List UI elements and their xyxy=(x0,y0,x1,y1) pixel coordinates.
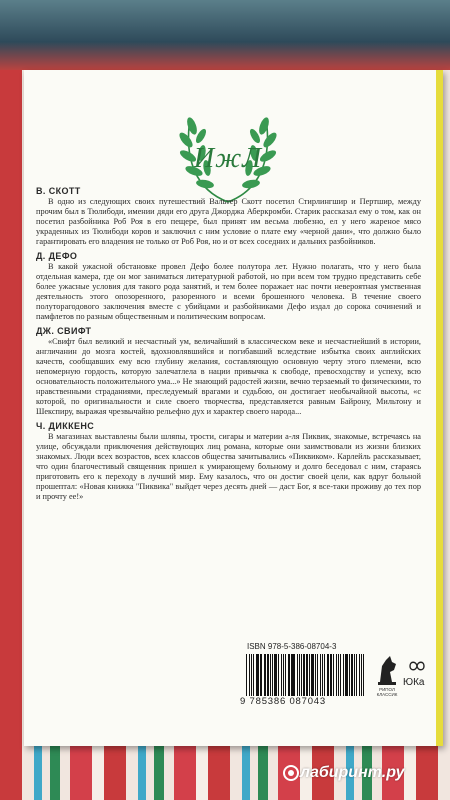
book-back-cover xyxy=(24,70,443,746)
barcode-bar xyxy=(311,654,313,696)
barcode-bar xyxy=(264,654,266,696)
barcode-bar xyxy=(278,654,279,696)
barcode-bar xyxy=(351,654,353,696)
barcode-bar xyxy=(359,654,361,696)
publisher-label-right: ЮКа xyxy=(403,677,425,688)
barcode-bar xyxy=(317,654,318,696)
author-heading-defoe: Д. ДЕФО xyxy=(36,251,78,261)
publisher-label-left: РИПОЛ КЛАССИК xyxy=(376,687,398,697)
barcode-bar xyxy=(288,654,290,696)
barcode-bar xyxy=(349,654,350,696)
barcode-bar xyxy=(253,654,254,696)
emblem-monogram: ИжЛ xyxy=(193,143,263,174)
knight-logo-icon xyxy=(374,652,400,686)
barcode-bar xyxy=(299,654,300,696)
barcode-bar xyxy=(322,654,323,696)
barcode-bar xyxy=(306,654,308,696)
author-heading-swift: ДЖ. СВИФТ xyxy=(36,326,92,336)
barcode-bar xyxy=(333,654,334,696)
barcode-bar xyxy=(301,654,302,696)
labirint-logo-icon xyxy=(282,764,300,782)
paragraph-scott: В одно из следующих своих путешествий Вальтер Скотт посетил Стирлингшир и Пертшир, между прочим был в Тюлибоди, имении дяди его друга Джорджа Аберкромби. Старик рассказал ему о том, как он посетил разбойника Роб Роя в его пещере, был принят им весьма любезно, ел у него жареное мясо украденных из Тюлибоди коров и заключил с ним условие о плате ему «черной дани», что должно было гарантировать его владения не только от Роб Роя, но и от всех соседних и дальних разбойников. xyxy=(36,197,421,246)
barcode-bar xyxy=(292,654,294,696)
barcode-bar xyxy=(330,654,332,696)
barcode-bar xyxy=(260,654,261,696)
barcode-bar xyxy=(283,654,284,696)
barcode-bar xyxy=(285,654,286,696)
barcode-bar xyxy=(327,654,329,696)
isbn-label: ISBN 978-5-386-08704-3 xyxy=(247,642,337,651)
barcode-bar xyxy=(281,654,283,696)
author-heading-scott: В. СКОТТ xyxy=(36,186,81,196)
paragraph-swift: «Свифт был великий и несчастный ум, величайший в классическом веке и несчастнейший в истории, англичанин до мозга костей, вдохновлявшийся и погибавший вследствие избытка своих английских качеств, сообщавших ему всю глубину желания, составляющую основную черту этого племени, всю непомерную гордость, которую залечатлела в нации привычка к свободе, превосходству и успеху, всю основательность положительного ума...» Не знающий радостей жизни, вечно терзаемый то физическими, то нравственными страданиями, преследуемый врагами и судьбою, он достигает необычайной высоты, «с которой, по оригинальности и силе своего творчества, представляется равным Байрону, Мильтону и Шекспиру, выражая чрезвычайно рельефно дух и характер своего народа... xyxy=(36,337,421,416)
barcode-bar xyxy=(320,654,322,696)
barcode-digits: 9 785386 087043 xyxy=(240,696,326,707)
barcode-bar xyxy=(261,654,262,696)
barcode-bar xyxy=(256,654,258,696)
barcode-bar xyxy=(354,654,355,696)
barcode-bar xyxy=(291,654,292,696)
barcode-bar xyxy=(363,654,364,696)
barcode-bar xyxy=(336,654,337,696)
barcode-bar xyxy=(361,654,362,696)
barcode-bar xyxy=(272,654,273,696)
background-top-band xyxy=(0,0,450,70)
barcode-bar xyxy=(270,654,271,696)
barcode-bar xyxy=(345,654,347,696)
barcode-bar xyxy=(246,654,247,696)
paragraph-defoe: В какой ужасной обстановке провел Дефо более полутора лет. Нужно полагать, что у него была отдельная камера, где он мог заниматься литературной работой, но при всем том трудно представить себе более ужасные условия для такого рода занятий, и тем более поражает нас почти невероятная умственная деятельность этого опозоренного, разоренного и всеми брошенного человека. В течение своего полуторагодового заключения вместе с убийцами и разбойниками Дефо издал до сорока сочинений и памфлетов по разным общественным и политическим вопросам. xyxy=(36,262,421,321)
barcode-bar xyxy=(338,654,340,696)
barcode-bar xyxy=(303,654,305,696)
paragraph-dickens: В магазинах выставлены были шляпы, трости, сигары и материи а-ля Пиквик, знакомые, встречаясь на улице, обсуждали приключения действующих лиц романа, которые они заимствовали из жизни близких знакомых. Люди всех возрастов, всех классов общества зачитывались «Пиквиком». Карлейль рассказывает, что один благочестивый священник пришел к умирающему больному и долго беседовал с ним, стараясь приготовить его к переходу в лучший мир. Ему казалось, что он достиг своей цели, как вдруг больной прошептал: «Новая книжка "Пиквика" выйдет через десять дней — даст Бог, я все-таки проживу до тех пор и прочту ее!» xyxy=(36,432,421,501)
barcode-bar xyxy=(315,654,316,696)
barcode-bar xyxy=(251,654,253,696)
barcode-bar xyxy=(343,654,344,696)
barcode-bar xyxy=(297,654,298,696)
infinity-logo-icon xyxy=(408,659,426,673)
barcode-bar xyxy=(267,654,269,696)
barcode-bar xyxy=(324,654,325,696)
barcode-bar xyxy=(356,654,357,696)
author-heading-dickens: Ч. ДИККЕНС xyxy=(36,421,95,431)
watermark-text: лабиринт.ру xyxy=(300,764,405,781)
annotation-text-block xyxy=(36,182,421,502)
barcode-bar xyxy=(340,654,341,696)
barcode xyxy=(246,654,366,696)
barcode-bar xyxy=(309,654,310,696)
barcode-bar xyxy=(249,654,250,696)
barcode-bar xyxy=(274,654,276,696)
